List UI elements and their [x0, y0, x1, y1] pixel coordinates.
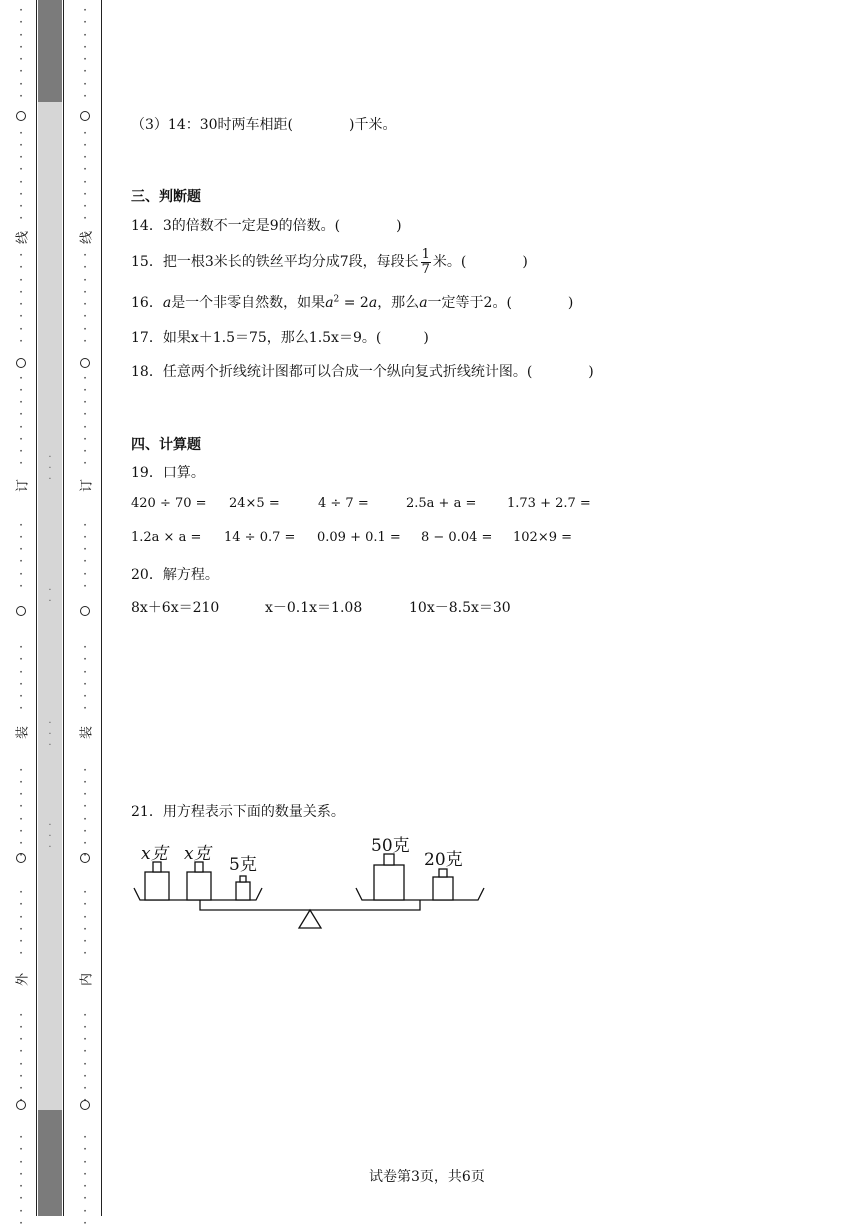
margin-gray-block	[38, 0, 62, 102]
margin-dots: · ·	[83, 909, 87, 936]
margin-dots: · ·	[19, 836, 23, 862]
question-20: 20．解方程。	[131, 567, 219, 583]
weight-label: 5克	[229, 855, 257, 875]
margin-dots: · ·	[19, 1154, 23, 1181]
margin-dots: · ·	[19, 811, 23, 838]
margin-line	[36, 0, 37, 1216]
margin-dots: · ·	[19, 370, 23, 397]
equation-item: 8x＋6x＝210	[131, 600, 220, 616]
margin-dots: · ·	[83, 3, 87, 29]
margin-dots: · ·	[83, 150, 87, 176]
weight-20g-handle	[439, 869, 447, 877]
mental-math-item: 102×9 =	[513, 530, 573, 545]
margin-circle	[80, 111, 90, 121]
margin-dots: · ·	[83, 517, 87, 544]
margin-dots: · ·	[83, 640, 87, 666]
mental-math-item: 420 ÷ 70 =	[131, 496, 207, 511]
margin-dots: · ·	[19, 419, 23, 446]
margin-dots: · ·	[19, 297, 23, 323]
mental-math-item: 4 ÷ 7 =	[318, 496, 369, 511]
margin-dots: · ·	[19, 52, 23, 78]
margin-dots: · ·	[19, 174, 23, 201]
mental-math-item: 8 − 0.04 =	[421, 530, 493, 545]
margin-dots: · ·	[83, 689, 87, 715]
margin-dots: · ·	[83, 885, 87, 911]
margin-gray-block	[38, 1110, 62, 1216]
margin-dots: · ·	[83, 1203, 87, 1230]
margin-char: 外	[15, 973, 31, 987]
margin-circle	[16, 1100, 26, 1110]
question-16: 16．a是一个非零自然数，如果$a^2 = 2a$，那么a一定等于2。( )	[131, 294, 574, 311]
equation-item: 10x－8.5x＝30	[409, 600, 511, 616]
fraction: $\frac{1}{7}$	[421, 246, 430, 277]
margin-dots: · ·	[19, 566, 23, 593]
margin-dots: · ·	[83, 811, 87, 838]
margin-char: 线	[15, 231, 31, 245]
margin-dots: · ·	[83, 321, 87, 348]
margin-dots: · ·	[83, 1081, 87, 1107]
margin-dots: · ·	[19, 762, 23, 789]
mental-math-item: 2.5a + a =	[406, 496, 477, 511]
question-15: 15．把一根3米长的铁丝平均分成7段，每段长 $\frac{1}{7}$ 米。( )	[131, 246, 528, 277]
margin-dots: · ·	[83, 762, 87, 789]
margin-dots: · ·	[19, 199, 23, 225]
margin-dots: · ·	[83, 174, 87, 201]
mental-math-item: 1.2a × a =	[131, 530, 202, 545]
margin-dots: · ·	[83, 542, 87, 568]
margin-dots: · ·	[83, 836, 87, 862]
margin-dots: · ·	[19, 909, 23, 936]
margin-dots: · ·	[83, 76, 87, 103]
margin-hint-dots: · · ·	[48, 452, 52, 485]
weight-label: x克	[141, 844, 168, 864]
margin-dots: · ·	[19, 76, 23, 103]
weight-50g	[374, 865, 404, 900]
margin-char: 订	[79, 479, 95, 493]
margin-line	[101, 0, 102, 1216]
margin-dots: · ·	[83, 248, 87, 274]
margin-circle	[16, 111, 26, 121]
margin-dots: · ·	[19, 1081, 23, 1107]
margin-dots: · ·	[83, 1154, 87, 1181]
margin-char: 内	[79, 973, 95, 987]
margin-dots: · ·	[19, 1130, 23, 1156]
margin-circle	[80, 1100, 90, 1110]
margin-dots: · ·	[19, 444, 23, 470]
margin-dots: · ·	[19, 517, 23, 544]
margin-dots: · ·	[83, 27, 87, 54]
margin-dots: · ·	[19, 1007, 23, 1034]
margin-dots: · ·	[83, 664, 87, 691]
question-17: 17．如果x＋1.5＝75，那么1.5x＝9。( )	[131, 330, 429, 346]
margin-dots: · ·	[83, 272, 87, 299]
weight-label: 20克	[424, 850, 463, 870]
weight-x	[187, 872, 211, 900]
margin-dots: · ·	[83, 395, 87, 421]
margin-hint-dots: · · ·	[48, 718, 52, 751]
mental-math-item: 1.73 + 2.7 =	[507, 496, 591, 511]
margin-dots: · ·	[83, 1179, 87, 1205]
margin-hint-dots: · ·	[48, 585, 52, 607]
section-title-calculation: 四、计算题	[131, 437, 201, 453]
margin-circle	[80, 606, 90, 616]
margin-dots: · ·	[83, 444, 87, 470]
margin-dots: · ·	[19, 542, 23, 568]
fulcrum	[299, 910, 321, 928]
weight-5g	[236, 882, 250, 900]
margin-dots: · ·	[83, 1056, 87, 1083]
margin-dots: · ·	[83, 52, 87, 78]
balance-scale-figure	[128, 826, 492, 934]
mental-math-item: 24×5 =	[229, 496, 280, 511]
page-footer: 试卷第3页，共6页	[369, 1169, 485, 1185]
margin-dots: · ·	[19, 689, 23, 715]
margin-dots: · ·	[19, 787, 23, 813]
scale-beam	[200, 900, 420, 910]
question-13-part-3: （3）14：30时两车相距( )千米。	[131, 117, 397, 133]
margin-dots: · ·	[83, 1130, 87, 1156]
margin-circle	[16, 358, 26, 368]
margin-dots: · ·	[83, 199, 87, 225]
weight-label: x克	[184, 844, 211, 864]
question-18: 18．任意两个折线统计图都可以合成一个纵向复式折线统计图。( )	[131, 364, 594, 380]
section-title-judgment: 三、判断题	[131, 189, 201, 205]
margin-dots: · ·	[19, 272, 23, 299]
margin-dots: · ·	[83, 787, 87, 813]
margin-circle	[80, 358, 90, 368]
margin-dots: · ·	[19, 640, 23, 666]
margin-char: 装	[79, 726, 95, 740]
weight-x	[145, 872, 169, 900]
mental-math-item: 0.09 + 0.1 =	[317, 530, 401, 545]
margin-dots: · ·	[19, 321, 23, 348]
margin-dots: · ·	[83, 1032, 87, 1058]
margin-dots: · ·	[19, 664, 23, 691]
weight-20g	[433, 877, 453, 900]
margin-dots: · ·	[19, 1032, 23, 1058]
margin-dots: · ·	[19, 885, 23, 911]
margin-dots: · ·	[83, 566, 87, 593]
margin-dots: · ·	[19, 395, 23, 421]
margin-dots: · ·	[83, 297, 87, 323]
margin-dots: · ·	[19, 1056, 23, 1083]
margin-dots: · ·	[19, 125, 23, 152]
margin-char: 装	[15, 726, 31, 740]
margin-line	[63, 0, 64, 1216]
question-21: 21．用方程表示下面的数量关系。	[131, 804, 345, 820]
margin-dots: · ·	[19, 1203, 23, 1230]
margin-dots: · ·	[83, 125, 87, 152]
question-14: 14．3的倍数不一定是9的倍数。( )	[131, 218, 402, 234]
question-19: 19．口算。	[131, 465, 205, 481]
margin-dots: · ·	[19, 27, 23, 54]
margin-circle	[16, 853, 26, 863]
margin-dots: · ·	[19, 934, 23, 960]
mental-math-item: 14 ÷ 0.7 =	[224, 530, 296, 545]
equation-item: x－0.1x＝1.08	[265, 600, 363, 616]
margin-hint-dots: · · ·	[48, 820, 52, 853]
margin-dots: · ·	[19, 3, 23, 29]
weight-5g-handle	[240, 876, 246, 882]
margin-dots: · ·	[19, 150, 23, 176]
margin-circle	[16, 606, 26, 616]
margin-char: 订	[15, 479, 31, 493]
margin-dots: · ·	[19, 248, 23, 274]
margin-dots: · ·	[83, 934, 87, 960]
margin-circle	[80, 853, 90, 863]
margin-dots: · ·	[83, 370, 87, 397]
margin-dots: · ·	[83, 419, 87, 446]
margin-dots: · ·	[83, 1007, 87, 1034]
margin-dots: · ·	[19, 1179, 23, 1205]
weight-label: 50克	[371, 836, 410, 856]
margin-char: 线	[79, 231, 95, 245]
